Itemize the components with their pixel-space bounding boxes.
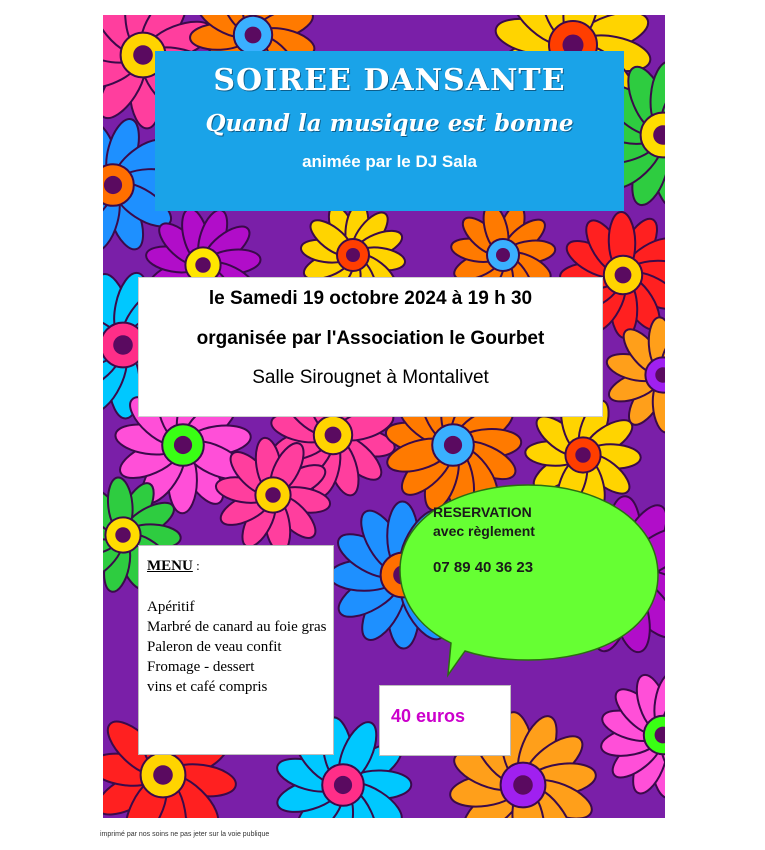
footer-note: imprimé par nos soins ne pas jeter sur la voie publique: [100, 831, 270, 838]
menu-item: Apéritif: [147, 599, 195, 615]
price-label: 40 euros: [391, 706, 466, 726]
menu-title: MENU: [147, 558, 193, 574]
event-organizer: organisée par l'Association le Gourbet: [196, 328, 545, 349]
menu-item: Fromage - dessert: [147, 659, 255, 675]
title-banner: [155, 51, 624, 211]
event-info-box: [138, 277, 603, 417]
reservation-bubble-text: [403, 503, 603, 577]
menu-list: [147, 597, 333, 697]
flower-shape: [599, 671, 665, 799]
flower-shape: [604, 317, 665, 434]
menu-item: Paleron de veau confit: [147, 639, 282, 655]
reservation-phone: 07 89 40 36 23: [433, 559, 534, 576]
reservation-line1: RESERVATION: [433, 504, 532, 520]
event-venue: Salle Sirougnet à Montalivet: [252, 367, 489, 388]
menu-title-suffix: :: [192, 558, 200, 573]
menu-item: vins et café compris: [147, 679, 268, 695]
menu-item: Marbré de canard au foie gras: [147, 619, 327, 635]
event-date: le Samedi 19 octobre 2024 à 19 h 30: [208, 288, 533, 309]
price-box: [379, 685, 511, 756]
event-poster: [103, 15, 665, 818]
reservation-line2: avec règlement: [433, 523, 535, 539]
event-title: SOIREE DANSANTE: [213, 63, 566, 98]
menu-heading: [147, 558, 333, 575]
event-subtitle: Quand la musique est bonne: [205, 110, 574, 137]
dj-line: animée par le DJ Sala: [302, 152, 477, 171]
menu-box: [138, 545, 334, 755]
